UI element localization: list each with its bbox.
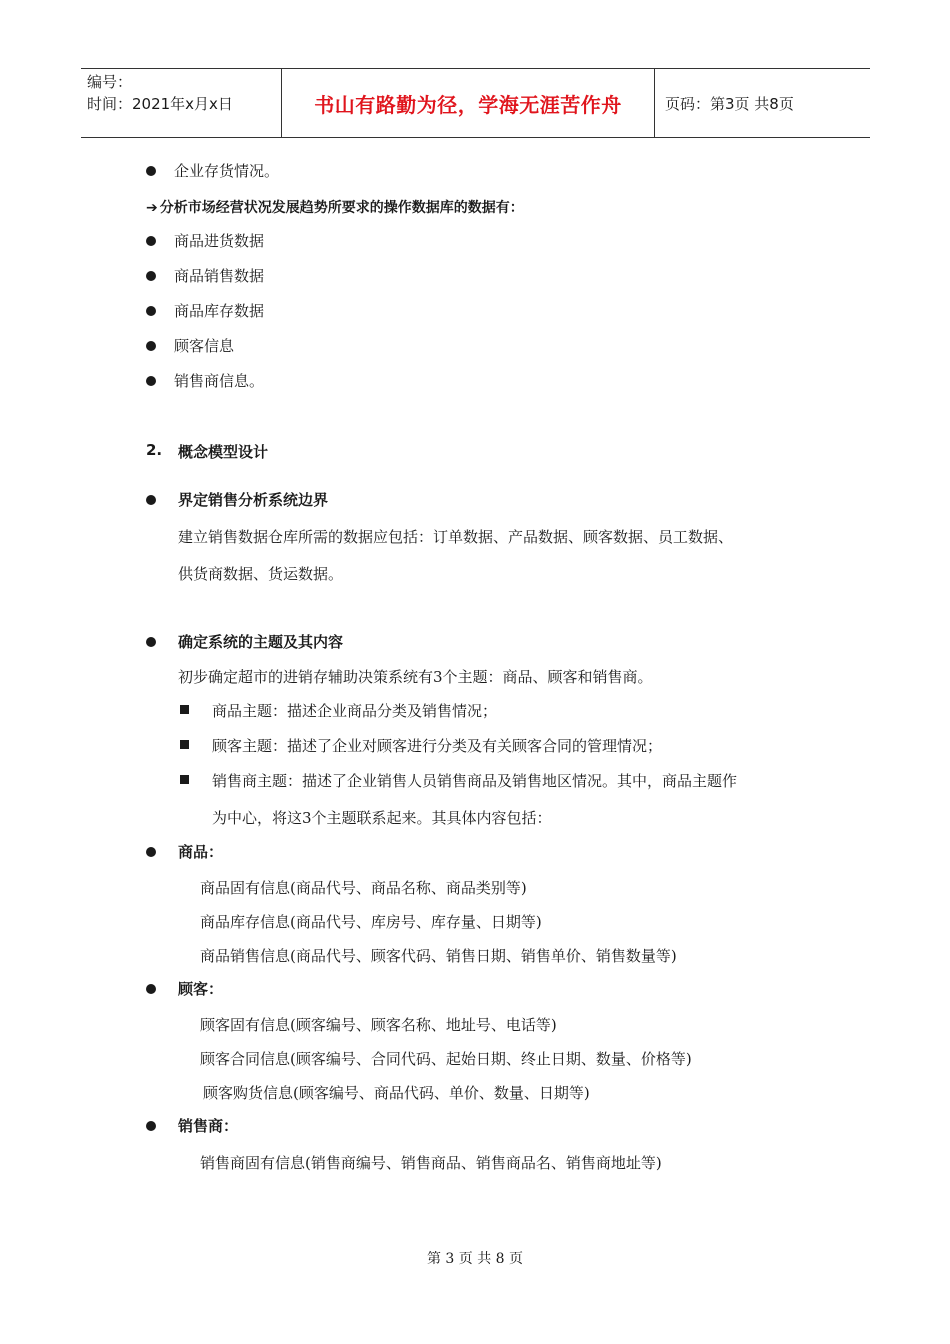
- list-item: 商品主题：描述企业商品分类及销售情况；: [212, 702, 498, 720]
- analysis-heading: [146, 197, 524, 217]
- boundary-title: 界定销售分析系统边界: [178, 491, 329, 509]
- list-item: 顾客主题：描述了企业对顾客进行分类及有关顾客合同的管理情况；: [212, 737, 663, 755]
- subject-title: 确定系统的主题及其内容: [178, 633, 344, 651]
- bullet-icon: [146, 984, 156, 994]
- list-item: 销售商主题：描述了企业销售人员销售商品及销售地区情况。其中，商品主题作: [212, 772, 738, 790]
- list-item: 顾客信息: [174, 337, 235, 355]
- detail-line: 商品固有信息(商品代号、商品名称、商品类别等): [200, 879, 527, 897]
- section-number: 2.: [146, 441, 163, 459]
- list-item: 商品库存数据: [174, 302, 265, 320]
- square-bullet-icon: [180, 740, 189, 749]
- bullet-icon: [146, 236, 156, 246]
- header-motto: 书山有路勤为径，学海无涯苦作舟: [282, 69, 655, 137]
- list-item: 销售商信息。: [174, 372, 265, 390]
- detail-line: 顾客购货信息(顾客编号、商品代码、单价、数量、日期等): [203, 1084, 590, 1102]
- paragraph-line: 为中心，将这3个主题联系起来。其具体内容包括：: [212, 809, 552, 827]
- detail-line: 顾客固有信息(顾客编号、顾客名称、地址号、电话等): [200, 1016, 557, 1034]
- page-header: [81, 68, 870, 138]
- detail-line: 商品库存信息(商品代号、库房号、库存量、日期等): [200, 913, 542, 931]
- analysis-heading-text: 分析市场经营状况发展趋势所要求的操作数据库的数据有：: [159, 200, 524, 216]
- square-bullet-icon: [180, 775, 189, 784]
- paragraph-line: 建立销售数据仓库所需的数据应包括：订单数据、产品数据、顾客数据、员工数据、: [178, 528, 734, 546]
- header-page-info: 页码：第3页 共8页: [665, 94, 794, 113]
- document-date: 时间：2021年x月x日: [87, 95, 233, 113]
- page-footer: 第 3 页 共 8 页: [426, 1251, 524, 1267]
- list-item: 商品销售数据: [174, 267, 265, 285]
- header-meta: [81, 69, 282, 137]
- bullet-icon: [146, 306, 156, 316]
- bullet-icon: [146, 1121, 156, 1131]
- bullet-icon: [146, 637, 156, 647]
- customer-title: 顾客：: [178, 980, 224, 998]
- square-bullet-icon: [180, 705, 189, 714]
- detail-line: 销售商固有信息(销售商编号、销售商品、销售商品名、销售商地址等): [200, 1154, 662, 1172]
- section-title: 概念模型设计: [178, 443, 269, 461]
- document-number-label: 编号：: [87, 73, 133, 91]
- goods-title: 商品：: [178, 843, 224, 861]
- seller-title: 销售商：: [178, 1117, 239, 1135]
- bullet-icon: [146, 341, 156, 351]
- paragraph-line: 供货商数据、货运数据。: [178, 565, 344, 583]
- list-item: 企业存货情况。: [174, 162, 280, 180]
- bullet-icon: [146, 847, 156, 857]
- bullet-icon: [146, 495, 156, 505]
- detail-line: 商品销售信息(商品代号、顾客代码、销售日期、销售单价、销售数量等): [200, 947, 677, 965]
- list-item: 商品进货数据: [174, 232, 265, 250]
- detail-line: 顾客合同信息(顾客编号、合同代码、起始日期、终止日期、数量、价格等): [200, 1050, 692, 1068]
- bullet-icon: [146, 166, 156, 176]
- bullet-icon: [146, 271, 156, 281]
- arrow-right-icon: ➔: [146, 200, 158, 216]
- paragraph-line: 初步确定超市的进销存辅助决策系统有3个主题：商品、顾客和销售商。: [178, 668, 653, 686]
- bullet-icon: [146, 376, 156, 386]
